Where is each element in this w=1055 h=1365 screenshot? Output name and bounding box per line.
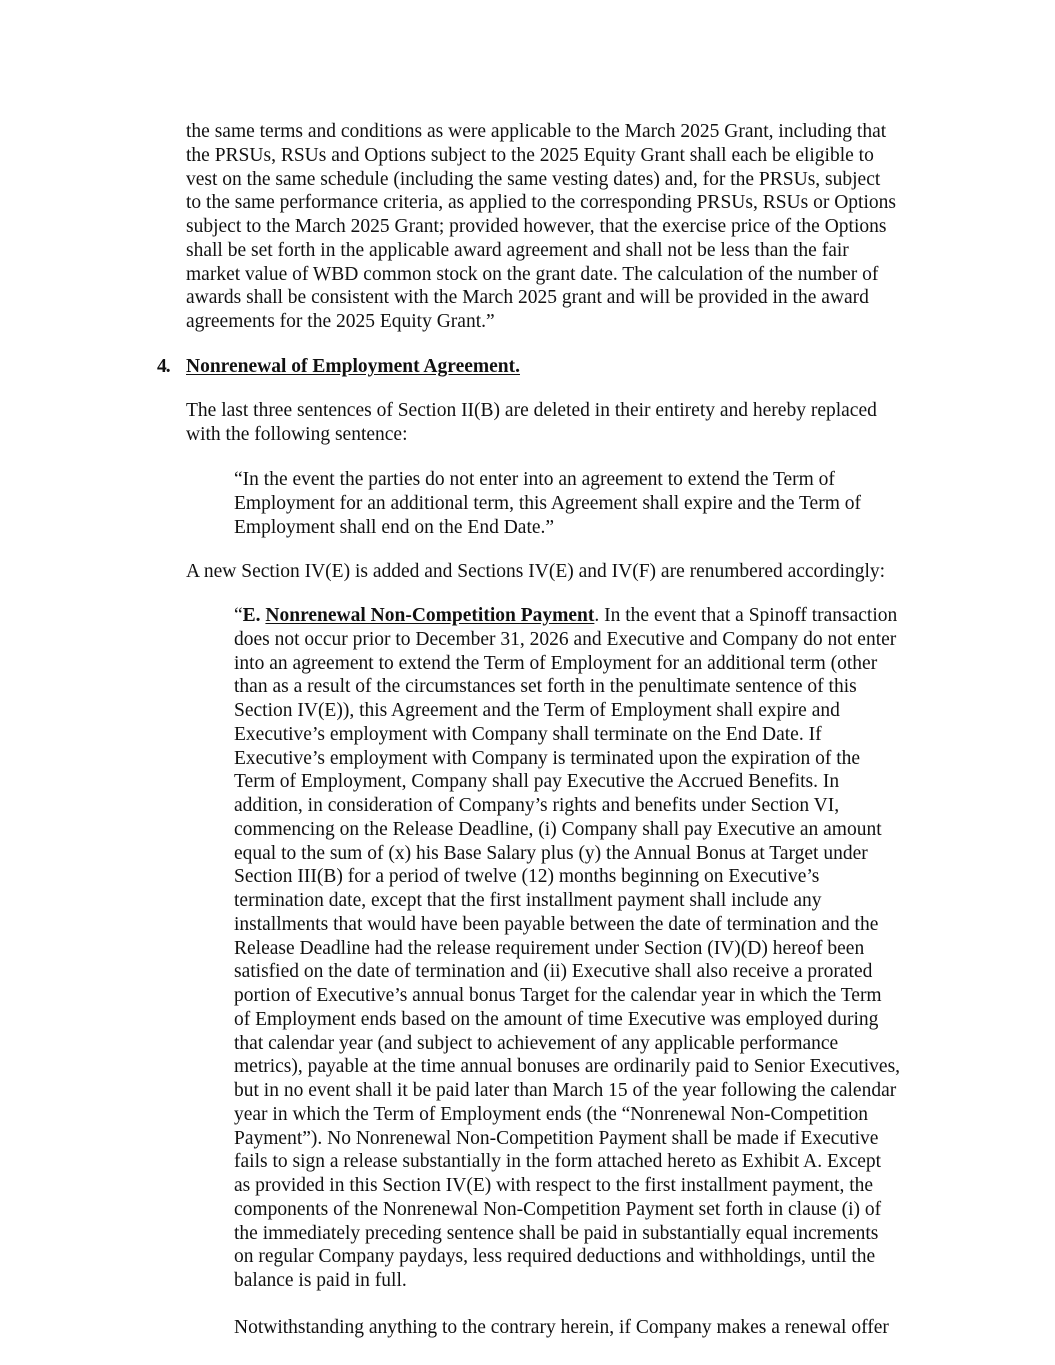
text-line: but in no event shall it be paid later than March 15 of the year following the calendar [234,1080,897,1101]
section-e-letter: E. [242,605,261,626]
text-line: The last three sentences of Section II(B) are deleted in their entirety and hereby replaced [186,400,877,421]
text-line: subject to the March 2025 Grant; provided however, that the exercise price of the Options [186,216,887,237]
text-line: Executive’s employment with Company shall terminate on the End Date. If [234,723,822,745]
text-line: installments that would have been payable between the date of termination and the [234,913,879,935]
text-line: Term of Employment, Company shall pay Executive the Accrued Benefits. In [234,771,840,793]
text-line: shall be set forth in the applicable award agreement and shall not be less than the fair [186,239,849,261]
continuation-paragraph [186,120,896,334]
section-e-paragraph [234,604,900,1293]
text-line: agreements for the 2025 Equity Grant.” [186,311,495,332]
text-line: termination date, except that the first installment payment shall include any [234,890,822,911]
text-line: fails to sign a release substantially in the form attached hereto as Exhibit A. Except [234,1151,882,1173]
text-line: addition, in consideration of Company’s rights and benefits under Section VI, [234,795,840,816]
section-e-first-line-rest: . In the event that a Spinoff transaction [594,605,898,626]
text-line: into an agreement to extend the Term of Employment for an additional term (other [234,652,878,674]
section-e-first-line [234,604,900,628]
text-line: that calendar year (and subject to achievement of any applicable performance [234,1032,839,1054]
section-e-title: Nonrenewal Non-Competition Payment [265,605,595,626]
text-line: Release Deadline had the release requirement under Section (IV)(D) hereof been [234,937,865,959]
text-line: the same terms and conditions as were applicable to the March 2025 Grant, including that [186,121,887,142]
text-line: than as a result of the circumstances set forth in the penultimate sentence of this [234,676,857,698]
quoted-sentence [234,468,861,539]
text-line: components of the Nonrenewal Non-Competition Payment set forth in clause (i) of [234,1198,882,1220]
text-line: balance is paid in full. [234,1270,407,1291]
text-line: metrics), payable at the time annual bonuses are ordinarily paid to Senior Executives, [234,1056,901,1078]
final-paragraph: Notwithstanding anything to the contrary herein, if Company makes a renewal offer [234,1317,889,1338]
text-line: on regular Company paydays, less required deductions and withholdings, until the [234,1246,876,1268]
text-line: Section III(B) for a period of twelve (12) months beginning on Executive’s [234,866,820,888]
text-line: vest on the same schedule (including the same vesting dates) and, for the PRSUs, subject [186,168,881,190]
text-line: of Employment ends based on the amount of time Executive was employed during [234,1008,879,1030]
text-line: equal to the sum of (x) his Base Salary plus (y) the Annual Bonus at Target under [234,842,868,864]
section-heading: Nonrenewal of Employment Agreement. [186,356,520,377]
text-line: Employment shall end on the End Date.” [234,516,555,538]
text-line: “In the event the parties do not enter into an agreement to extend the Term of [234,469,835,490]
text-line: does not occur prior to December 31, 2026 and Executive and Company do not enter [234,628,897,650]
section-number: 4. [157,356,170,377]
text-line: Payment”). No Nonrenewal Non-Competition Payment shall be made if Executive [234,1127,879,1149]
text-line: the PRSUs, RSUs and Options subject to the 2025 Equity Grant shall each be eligible to [186,144,874,166]
open-quote: “ [234,605,243,626]
text-line: awards shall be consistent with the March 2025 grant and will be provided in the award [186,287,869,309]
text-line: Section IV(E)), this Agreement and the Term of Employment shall expire and [234,700,840,721]
text-line: Employment for an additional term, this Agreement shall expire and the Term of [234,492,861,514]
new-section-paragraph: A new Section IV(E) is added and Sections IV(E) and IV(F) are renumbered accordingly: [186,561,886,582]
text-line: to the same performance criteria, as applied to the corresponding PRSUs, RSUs or Options [186,192,896,214]
text-line: year in which the Term of Employment ends (the “Nonrenewal Non-Competition [234,1103,869,1125]
text-line: the immediately preceding sentence shall be paid in substantially equal increments [234,1222,879,1244]
text-line: market value of WBD common stock on the grant date. The calculation of the number of [186,263,879,285]
text-line: portion of Executive’s annual bonus Target for the calendar year in which the Term [234,985,882,1006]
text-line: Executive’s employment with Company is terminated upon the expiration of the [234,747,861,769]
intro-paragraph [186,399,877,447]
text-line: as provided in this Section IV(E) with respect to the first installment payment, the [234,1175,874,1196]
text-line: commencing on the Release Deadline, (i) Company shall pay Executive an amount [234,818,882,840]
text-line: satisfied on the date of termination and (ii) Executive shall also receive a prorated [234,961,873,983]
text-line: with the following sentence: [186,423,408,445]
